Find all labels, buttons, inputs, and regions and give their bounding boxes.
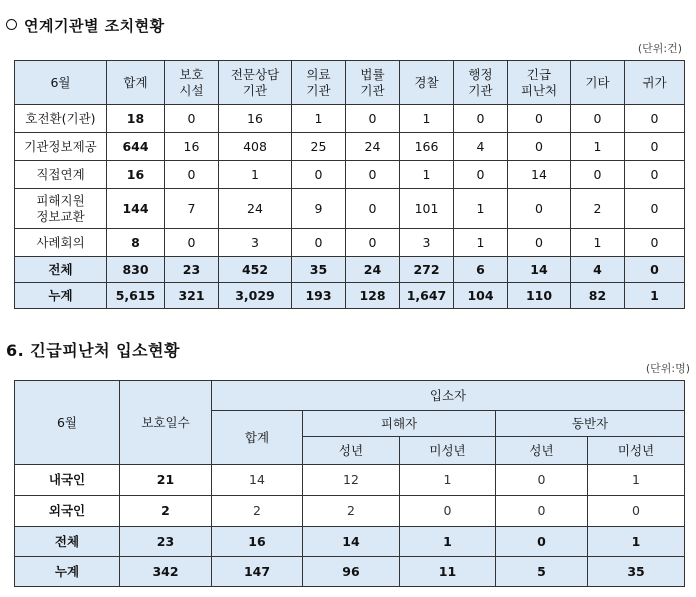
table2-total-row	[15, 557, 685, 587]
table2-total-cell: 11	[400, 557, 496, 587]
table2-total-cell: 1	[400, 527, 496, 557]
table1-total-cell: 3,029	[219, 283, 292, 309]
table1-header-cell: 의료 기관	[292, 61, 346, 105]
table1-cell: 0	[346, 189, 400, 229]
table1-total-cell: 23	[165, 257, 219, 283]
table1-cell: 16	[165, 133, 219, 161]
table2-total-cell: 0	[496, 527, 588, 557]
table1-cell: 0	[625, 105, 685, 133]
table1-row-label: 사례회의	[15, 229, 107, 257]
header-companion-adult: 성년	[496, 437, 588, 465]
table1-cell: 0	[165, 161, 219, 189]
table1-cell: 1	[292, 105, 346, 133]
table1-cell: 1	[400, 105, 454, 133]
table2-cell: 2	[303, 496, 400, 527]
section1-unit: (단위:건)	[637, 42, 682, 55]
header-victim: 피해자	[303, 411, 496, 437]
table1-cell: 0	[292, 229, 346, 257]
table1-cell: 16	[107, 161, 165, 189]
table1-row	[15, 133, 685, 161]
section1-title	[6, 15, 165, 36]
table2-total-cell: 1	[588, 527, 685, 557]
table1-cell: 4	[454, 133, 508, 161]
table2-total-days: 23	[120, 527, 212, 557]
table1-total-cell: 830	[107, 257, 165, 283]
table2-cell: 12	[303, 465, 400, 496]
table1-cell: 0	[625, 161, 685, 189]
table1-header-cell: 보호 시설	[165, 61, 219, 105]
table1-cell: 16	[219, 105, 292, 133]
table2-cell: 0	[496, 465, 588, 496]
table1-cell: 7	[165, 189, 219, 229]
header-victim-adult: 성년	[303, 437, 400, 465]
section1-title-text: 연계기관별 조치현황	[24, 17, 165, 35]
table1-header-cell: 6월	[15, 61, 107, 105]
table1-total-cell: 1	[625, 283, 685, 309]
table1-total-cell: 321	[165, 283, 219, 309]
table1-header-cell: 귀가	[625, 61, 685, 105]
table1-row	[15, 161, 685, 189]
table1-cell: 0	[571, 105, 625, 133]
table1-total-cell: 5,615	[107, 283, 165, 309]
table2-cell: 0	[588, 496, 685, 527]
table1-cell: 2	[571, 189, 625, 229]
shelter-admission-table	[14, 380, 685, 587]
table1-cell: 408	[219, 133, 292, 161]
header-protection-days: 보호일수	[120, 381, 212, 465]
table1-total-cell: 24	[346, 257, 400, 283]
header-admitted: 입소자	[212, 381, 685, 411]
table1-cell: 0	[508, 229, 571, 257]
table1-cell: 0	[165, 229, 219, 257]
table1-total-cell: 0	[625, 257, 685, 283]
table1-cell: 0	[346, 105, 400, 133]
table2-row	[15, 496, 685, 527]
table1-header-cell: 긴급 피난처	[508, 61, 571, 105]
table1-row-label: 기관정보제공	[15, 133, 107, 161]
section2-unit: (단위:명)	[645, 362, 690, 375]
table1-total-cell: 193	[292, 283, 346, 309]
table1-total-label: 누계	[15, 283, 107, 309]
table1-total-cell: 82	[571, 283, 625, 309]
table1-cell: 0	[454, 105, 508, 133]
table2-total-label: 전체	[15, 527, 120, 557]
table1-cell: 1	[454, 229, 508, 257]
table1-header-cell: 합계	[107, 61, 165, 105]
table1-header-cell: 경찰	[400, 61, 454, 105]
table1-total-label: 전체	[15, 257, 107, 283]
table2-total-cell: 5	[496, 557, 588, 587]
table1-total-cell: 6	[454, 257, 508, 283]
table2-header-row-1	[15, 381, 685, 411]
table1-cell: 1	[400, 161, 454, 189]
table1-cell: 24	[219, 189, 292, 229]
table1-cell: 0	[508, 133, 571, 161]
table2-days-cell: 21	[120, 465, 212, 496]
table2-cell: 1	[400, 465, 496, 496]
table2-total-cell: 147	[212, 557, 303, 587]
table1-row-label: 호전환(기관)	[15, 105, 107, 133]
table1-cell: 0	[508, 189, 571, 229]
table1-cell: 1	[571, 133, 625, 161]
table1-cell: 0	[346, 229, 400, 257]
table1-total-cell: 272	[400, 257, 454, 283]
table2-cell: 0	[400, 496, 496, 527]
table1-cell: 1	[219, 161, 292, 189]
header-victim-minor: 미성년	[400, 437, 496, 465]
table2-cell: 14	[212, 465, 303, 496]
agency-action-table	[14, 60, 685, 309]
table2-total-days: 342	[120, 557, 212, 587]
table1-row-label: 피해지원 정보교환	[15, 189, 107, 229]
table1-header-row	[15, 61, 685, 105]
table1-cell: 0	[292, 161, 346, 189]
table1-row	[15, 229, 685, 257]
table1-total-cell: 1,647	[400, 283, 454, 309]
table2-total-cell: 14	[303, 527, 400, 557]
table1-total-cell: 452	[219, 257, 292, 283]
table1-total-cell: 14	[508, 257, 571, 283]
table2-cell: 0	[496, 496, 588, 527]
header-month: 6월	[15, 381, 120, 465]
table2-cell: 1	[588, 465, 685, 496]
header-companion: 동반자	[496, 411, 685, 437]
table2-total-row	[15, 527, 685, 557]
table2-row	[15, 465, 685, 496]
table1-cell: 0	[625, 229, 685, 257]
table1-cell: 1	[454, 189, 508, 229]
table1-row-label: 직접연계	[15, 161, 107, 189]
table1-header-cell: 행정 기관	[454, 61, 508, 105]
table1-header-cell: 기타	[571, 61, 625, 105]
table1-total-cell: 35	[292, 257, 346, 283]
table1-cell: 25	[292, 133, 346, 161]
circle-bullet-icon	[6, 19, 17, 30]
table1-cell: 0	[571, 161, 625, 189]
table1-cell: 0	[346, 161, 400, 189]
table1-cell: 101	[400, 189, 454, 229]
table1-row	[15, 105, 685, 133]
table1-total-row	[15, 283, 685, 309]
table1-header-cell: 전문상담 기관	[219, 61, 292, 105]
table1-cell: 14	[508, 161, 571, 189]
table1-total-row	[15, 257, 685, 283]
table2-row-label: 외국인	[15, 496, 120, 527]
table1-total-cell: 110	[508, 283, 571, 309]
table2-total-cell: 35	[588, 557, 685, 587]
table1-total-cell: 128	[346, 283, 400, 309]
table1-cell: 0	[165, 105, 219, 133]
table1-cell: 3	[400, 229, 454, 257]
table1-cell: 0	[625, 133, 685, 161]
table1-cell: 0	[508, 105, 571, 133]
table1-cell: 9	[292, 189, 346, 229]
table1-row	[15, 189, 685, 229]
table1-cell: 24	[346, 133, 400, 161]
header-companion-minor: 미성년	[588, 437, 685, 465]
table1-cell: 3	[219, 229, 292, 257]
table2-days-cell: 2	[120, 496, 212, 527]
table2-row-label: 내국인	[15, 465, 120, 496]
table1-cell: 144	[107, 189, 165, 229]
table1-cell: 166	[400, 133, 454, 161]
table1-cell: 644	[107, 133, 165, 161]
table1-cell: 1	[571, 229, 625, 257]
table2-total-cell: 16	[212, 527, 303, 557]
header-total: 합계	[212, 411, 303, 465]
table2-total-label: 누계	[15, 557, 120, 587]
table1-cell: 8	[107, 229, 165, 257]
table2-cell: 2	[212, 496, 303, 527]
table1-cell: 0	[625, 189, 685, 229]
section2-title: 6. 긴급피난처 입소현황	[6, 341, 180, 360]
table1-header-cell: 법률 기관	[346, 61, 400, 105]
table1-total-cell: 104	[454, 283, 508, 309]
table1-total-cell: 4	[571, 257, 625, 283]
table1-cell: 0	[454, 161, 508, 189]
table1-cell: 18	[107, 105, 165, 133]
table2-total-cell: 96	[303, 557, 400, 587]
